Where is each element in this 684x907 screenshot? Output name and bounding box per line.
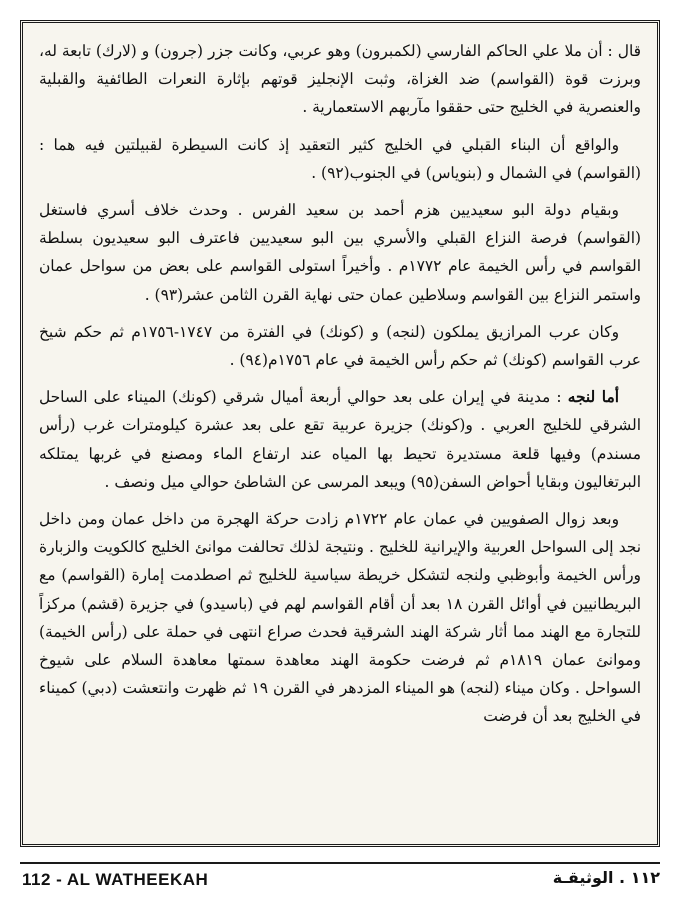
footer-page-label-arabic: ١١٢ . الوثيقـة	[552, 868, 660, 887]
footer-rule	[20, 862, 660, 864]
footer-page-label-latin: 112 - AL WATHEEKAH	[22, 870, 209, 889]
paragraph-3: وبقيام دولة البو سعيديين هزم أحمد بن سعيد الفرس . وحدث خلاف أسري فاستغل (القواسم) فرصة النزاع القبلي والأسري بين البو سعيديين فاعترف البو سعيديون بسلطة القواسم في رأس الخيمة عام ١٧٧٢م . وأخيراً استولى القواسم على بعض من سواحل عمان واستمر النزاع بين القواسم وسلاطين عمان حتى نهاية القرن الثامن عشر(٩٣) .	[39, 201, 641, 304]
lanja-description: : مدينة في إيران على بعد حوالي أربعة أميال شرقي (كونك) الميناء على الساحل الشرقي للخليج العربي . و(كونك) جزيرة عربية تقع على بعد عشرة كيلومترات غرب (رأس مسندم) وفيها قلعة مستديرة تحيط بها المياه عند ارتفاع الماء ومصنع في غربها يمتلكه البرتغاليون وبقايا أحواض السفن(٩٥) ويبعد المرسى عن الشاطئ حوالي ميل ونصف .	[39, 388, 641, 491]
paragraph-1: قال : أن ملا علي الحاكم الفارسي (لكمبرون) وهو عربي، وكانت جزر (جرون) و (لارك) تابعة له، وبرزت قوة (القواسم) ضد الغزاة، وثبت الإنجليز قوتهم بإثارة النعرات الطائفية والقبلية والعنصرية في الخليج حتى حققوا مآربهم الاستعمارية .	[39, 42, 641, 117]
article-text	[39, 37, 641, 834]
paragraph-5	[39, 383, 641, 496]
paragraph-2: والواقع أن البناء القبلي في الخليج كثير التعقيد إذ كانت السيطرة لقبيلتين فيه هما : (القواسم) في الشمال و (بنوياس) في الجنوب(٩٢) .	[39, 135, 641, 182]
page-frame	[20, 20, 660, 847]
lanja-heading: أما لنجه	[567, 388, 620, 407]
paragraph-4: وكان عرب المرازيق يملكون (لنجه) و (كونك) في الفترة من ١٧٤٧-١٧٥٦م ثم حكم شيخ عرب القواسم (كونك) ثم حكم رأس الخيمة في عام ١٧٥٦م(٩٤) .	[39, 322, 641, 370]
paragraph-6: وبعد زوال الصفويين في عمان عام ١٧٢٢م زادت حركة الهجرة من داخل عمان ومن داخل نجد إلى السواحل العربية والإيرانية للخليج . ونتيجة لذلك تحالفت موانئ الخليج كالكويت والزبارة ورأس الخيمة وأبوظبي ولنجه لتشكل خريطة سياسية للخليج ثم اصطدمت إمارة (القواسم) مع البريطانيين في أوائل القرن ١٨ بعد أن أقام القواسم لهم في (باسيدو) في جزيرة (قشم) مركزاً للتجارة مع الهند مما أثار شركة الهند الشرقية فحدث صراع انتهى في حملة على (رأس الخيمة) وموانئ عمان ١٨١٩م ثم فرضت حكومة الهند معاهدة سمتها معاهدة السلام على شيوخ السواحل . وكان ميناء (لنجه) هو الميناء المزدهر في القرن ١٩ ثم ظهرت وانتعشت (دبي) كميناء في الخليج بعد أن فرضت	[39, 510, 641, 726]
